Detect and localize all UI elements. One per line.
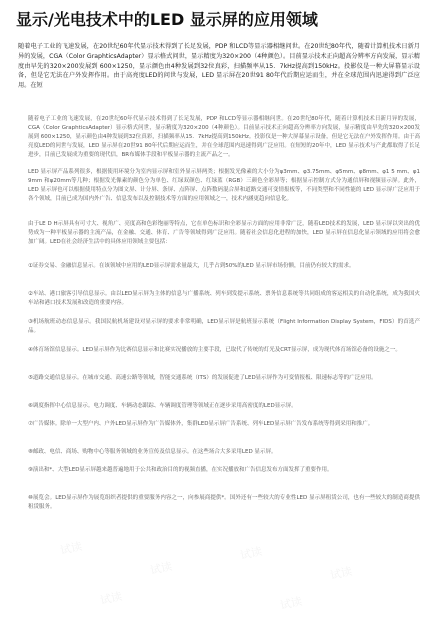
body-paragraph-5: ②车站、港口旅客引导信息显示。由以LED显示屏为主体的信息与广播系统、列车到发提示系统、票务信息系统等共同组成的客运相关的自动化系统，成为我国火车站和港口技术发展和改造的重要内容。 — [28, 291, 420, 307]
body-paragraph-8: ⑤道路交通信息显示。在城市交通、高速公路等领域，智能交通系统（ITS）的发展促进了LED显示屏作为可变情报板、限速标志等的广泛应用。 — [28, 375, 377, 381]
watermark: 试读 — [148, 559, 174, 578]
watermark: 试读 — [98, 589, 124, 608]
body-paragraph-13: ⑩展览会。LED显示屏作为展览组织者提供的重要服务内容之一，向参展商提供*。国外还有一些较大的专业性LED 显示屏租赁公司，也有一些较大的制造商提供租赁服务。 — [28, 495, 420, 511]
watermark: 试读 — [238, 544, 264, 563]
body-paragraph-12: ⑨演出和*、大型LED显示屏越来越普遍地用于公共和政治目的的视频直播，在实况播放和广告信息发布方面发挥了重要作用。 — [28, 467, 333, 473]
body-paragraph-6: ③机场航班动态信息显示。我国民航机场建设对显示屏的要求非常明确，LED显示屏是航班显示系统（Flight Information Display System，FIDS）的首选产品。 — [28, 319, 420, 335]
page-title: 显示/光电技术中的LED 显示屏的应用领域 — [16, 10, 318, 29]
body-paragraph-2: LED 显示屏产品系列很多，根据使用环境分为室内显示屏和室外显示屏两类；根据发光像素的大小分为φ3mm、φ3.75mm、φ5mm、φ8mm、φ1 5 mm、φ1 9mm 和φ20mm等几种；根据发光像素的颜色分为单色、红绿双颜色、红绿蓝（RGB）三颜色全彩屏等；根据显示控制方式分为通信屏和视频显示屏。此外，LED 显示屏也可以根据使用特点分为图文屏、计分屏、条屏、点阵屏、点阵数码混合屏和道路交通可变情报板等，不同类型和不同性能的 LED 显示屏广泛应用于各个领域，目前已成为国内外广告、信息发布以及控制技术等方面的应用领域之一，技术内涵更趋向信息化。 — [28, 169, 420, 203]
watermark: 试读 — [328, 564, 354, 583]
body-paragraph-9: ⑥调度指挥中心信息显示。电力调度、车辆动态跟踪、车辆调度管理等领域正在逐步采用高密度的LED显示屏。 — [28, 403, 297, 409]
body-paragraph-7: ④体育场馆信息显示。LED显示屏作为比赛信息显示和比赛实况播放的主要手段，已取代了传统的灯光及CRT显示屏，成为现代体育场馆必备的设施之一。 — [28, 347, 401, 353]
body-paragraph-10: ⑦广告媒体。除单一大型户内、户外LED显示屏作为广告媒体外，集群LED显示屏广告系统、列车LED显示屏广告发布系统等得到采用和推广。 — [28, 421, 374, 427]
body-paragraph-11: ⑧邮政、电信、商场、购物中心等服务领域的业务宣传及信息显示。在这些场合大多采用LED 显示屏。 — [28, 449, 277, 455]
watermark: 试读 — [58, 539, 84, 558]
body-paragraph-1: 随着电子工业的飞速发展，在20世纪60年代显示技术得到了长足发展，PDP 和LCD等显示器相继问世。在20世纪80年代，随着计算机技术日新月异的发展，CGA（Color GraphticsAdapter）显示格式问世，显示精度为320×200（4种颜色）。目前显示技术正向超高分辨率方向发展，显示精度由早先的320×200发展到 600×1250，显示颜色由4种发展到32位真彩，扫描频率从15．7kHz提高到150kHz。投影仪是一种大屏幕显示设备，但是它无法在户外发挥作用。由于高亮度LED的问世与发展，LED 显示屏在20世91 80年代后期应运而生，并在全球范围内迅速得到广泛应用。在短短的20年中，LED 显示技术与产此都取得了长足进步，目前已发展成为重要的现代信，BR布媒体手段和平板显示器的主流产品之一。 — [28, 116, 420, 159]
body-paragraph-3: 由于LE D H示屏具有可寸大、视角广、亮度高和色彩饱丽等特点，它在单色标识和全彩显示方面的应用非常广泛，随着LED技术的发展，LED 显示屏以突出的优势成为一种平板显示器的主流产品，在金融、交通、体育、广告等领域得到广泛应用。随着社会信息化进程的加快，LED 显示屏在信息化显示领域的应用将会愈加广阔。LED在社会经济生活中的具体应用领域主要包括： — [28, 221, 420, 246]
lead-paragraph: 随着电子工业的飞速发展，在20世纪60年代显示技术得到了长足发展，PDP 和LCD等显示器相继问世。在20世纪80年代，随着计算机技术日新月异的发展，CGA（Color GraphticsAdapter）显示格式问世，显示精度为320×200（4种颜色）。目前显示技术正向超高分辨率方向发展，显示精度由早先的320×200发展到 600×1250，显示颜色由4种发展到32位真彩，扫描频率从15．7kHz提高到150kHz。投影仪是一种大屏幕显示设备，但是它无法在户外发挥作用。由于高亮度LED的问世与发展，LED 显示屏在20世91 80年代后期应运而生，并在全球范围内迅速得到广泛应用。在短 — [18, 43, 420, 90]
body-paragraph-4: ①证券交易、金融信息显示。在该领域中应用的LED显示屏需求量最大，几乎占到50%的LED 显示屏市场份额，目前仍有较大的需求。 — [28, 263, 355, 269]
watermark: 试读 — [278, 594, 304, 613]
